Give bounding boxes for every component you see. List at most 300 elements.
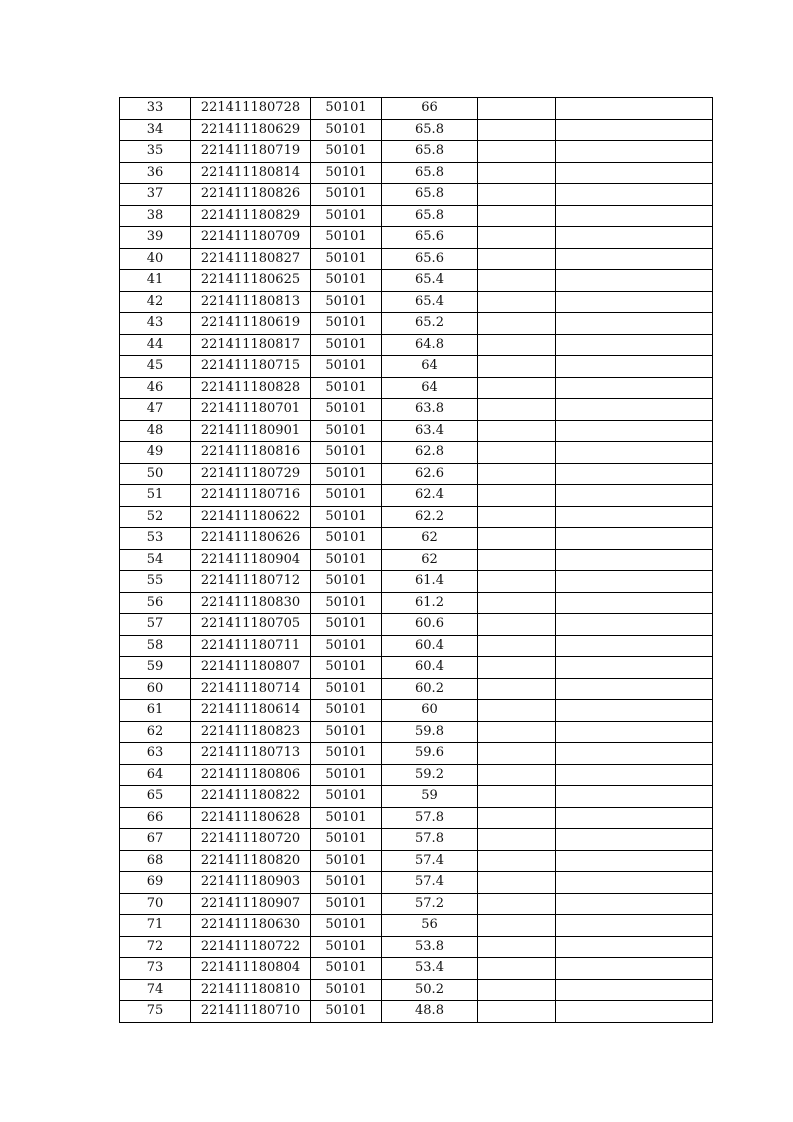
blank-cell-6 — [556, 979, 713, 1001]
row-number-cell: 41 — [120, 270, 191, 292]
blank-cell-6 — [556, 678, 713, 700]
blank-cell-5 — [478, 119, 556, 141]
blank-cell-5 — [478, 678, 556, 700]
position-code-cell: 50101 — [311, 592, 382, 614]
blank-cell-6 — [556, 399, 713, 421]
row-number-cell: 63 — [120, 743, 191, 765]
blank-cell-6 — [556, 958, 713, 980]
blank-cell-5 — [478, 635, 556, 657]
candidate-id-cell: 221411180903 — [191, 872, 311, 894]
table-row — [120, 872, 713, 894]
candidate-id-cell: 221411180728 — [191, 98, 311, 120]
row-number-cell: 48 — [120, 420, 191, 442]
blank-cell-5 — [478, 184, 556, 206]
candidate-id-cell: 221411180904 — [191, 549, 311, 571]
position-code-cell: 50101 — [311, 678, 382, 700]
table-row — [120, 270, 713, 292]
table-row — [120, 184, 713, 206]
score-cell: 50.2 — [382, 979, 478, 1001]
row-number-cell: 35 — [120, 141, 191, 163]
position-code-cell: 50101 — [311, 635, 382, 657]
blank-cell-5 — [478, 721, 556, 743]
score-cell: 65.6 — [382, 227, 478, 249]
row-number-cell: 47 — [120, 399, 191, 421]
blank-cell-6 — [556, 334, 713, 356]
row-number-cell: 39 — [120, 227, 191, 249]
row-number-cell: 74 — [120, 979, 191, 1001]
score-cell: 62.6 — [382, 463, 478, 485]
score-cell: 64 — [382, 377, 478, 399]
blank-cell-6 — [556, 377, 713, 399]
score-cell: 65.8 — [382, 119, 478, 141]
blank-cell-5 — [478, 979, 556, 1001]
table-row — [120, 635, 713, 657]
row-number-cell: 66 — [120, 807, 191, 829]
score-cell: 62.8 — [382, 442, 478, 464]
blank-cell-6 — [556, 463, 713, 485]
position-code-cell: 50101 — [311, 528, 382, 550]
candidate-id-cell: 221411180622 — [191, 506, 311, 528]
position-code-cell: 50101 — [311, 334, 382, 356]
score-cell: 57.4 — [382, 872, 478, 894]
candidate-id-cell: 221411180715 — [191, 356, 311, 378]
position-code-cell: 50101 — [311, 958, 382, 980]
score-cell: 62.4 — [382, 485, 478, 507]
table-row — [120, 162, 713, 184]
score-cell: 53.8 — [382, 936, 478, 958]
blank-cell-6 — [556, 227, 713, 249]
blank-cell-5 — [478, 915, 556, 937]
position-code-cell: 50101 — [311, 786, 382, 808]
row-number-cell: 59 — [120, 657, 191, 679]
candidate-id-cell: 221411180719 — [191, 141, 311, 163]
table-row — [120, 936, 713, 958]
table-row — [120, 592, 713, 614]
score-table-body — [120, 98, 713, 1023]
row-number-cell: 44 — [120, 334, 191, 356]
position-code-cell: 50101 — [311, 313, 382, 335]
blank-cell-5 — [478, 399, 556, 421]
table-row — [120, 141, 713, 163]
blank-cell-5 — [478, 571, 556, 593]
blank-cell-5 — [478, 205, 556, 227]
table-row — [120, 786, 713, 808]
blank-cell-5 — [478, 506, 556, 528]
candidate-id-cell: 221411180828 — [191, 377, 311, 399]
candidate-id-cell: 221411180716 — [191, 485, 311, 507]
candidate-id-cell: 221411180710 — [191, 1001, 311, 1023]
blank-cell-5 — [478, 227, 556, 249]
row-number-cell: 75 — [120, 1001, 191, 1023]
blank-cell-6 — [556, 614, 713, 636]
position-code-cell: 50101 — [311, 850, 382, 872]
score-cell: 63.4 — [382, 420, 478, 442]
blank-cell-5 — [478, 592, 556, 614]
score-cell: 60.6 — [382, 614, 478, 636]
candidate-id-cell: 221411180720 — [191, 829, 311, 851]
table-row — [120, 958, 713, 980]
blank-cell-5 — [478, 872, 556, 894]
score-cell: 60 — [382, 700, 478, 722]
candidate-id-cell: 221411180830 — [191, 592, 311, 614]
blank-cell-6 — [556, 635, 713, 657]
blank-cell-6 — [556, 764, 713, 786]
blank-cell-6 — [556, 743, 713, 765]
blank-cell-6 — [556, 119, 713, 141]
score-cell: 59.8 — [382, 721, 478, 743]
table-row — [120, 764, 713, 786]
row-number-cell: 50 — [120, 463, 191, 485]
blank-cell-6 — [556, 893, 713, 915]
row-number-cell: 55 — [120, 571, 191, 593]
row-number-cell: 67 — [120, 829, 191, 851]
position-code-cell: 50101 — [311, 614, 382, 636]
blank-cell-6 — [556, 205, 713, 227]
blank-cell-5 — [478, 1001, 556, 1023]
table-row — [120, 571, 713, 593]
candidate-id-cell: 221411180901 — [191, 420, 311, 442]
table-row — [120, 227, 713, 249]
blank-cell-5 — [478, 270, 556, 292]
score-cell: 65.8 — [382, 184, 478, 206]
blank-cell-6 — [556, 807, 713, 829]
position-code-cell: 50101 — [311, 936, 382, 958]
position-code-cell: 50101 — [311, 1001, 382, 1023]
position-code-cell: 50101 — [311, 700, 382, 722]
blank-cell-5 — [478, 442, 556, 464]
blank-cell-6 — [556, 184, 713, 206]
row-number-cell: 53 — [120, 528, 191, 550]
candidate-id-cell: 221411180701 — [191, 399, 311, 421]
blank-cell-6 — [556, 442, 713, 464]
candidate-id-cell: 221411180711 — [191, 635, 311, 657]
blank-cell-6 — [556, 356, 713, 378]
score-cell: 60.4 — [382, 657, 478, 679]
blank-cell-6 — [556, 571, 713, 593]
table-row — [120, 807, 713, 829]
candidate-id-cell: 221411180722 — [191, 936, 311, 958]
row-number-cell: 38 — [120, 205, 191, 227]
row-number-cell: 73 — [120, 958, 191, 980]
row-number-cell: 58 — [120, 635, 191, 657]
score-cell: 63.8 — [382, 399, 478, 421]
blank-cell-6 — [556, 270, 713, 292]
row-number-cell: 57 — [120, 614, 191, 636]
blank-cell-6 — [556, 1001, 713, 1023]
blank-cell-5 — [478, 528, 556, 550]
table-row — [120, 829, 713, 851]
score-cell: 61.2 — [382, 592, 478, 614]
blank-cell-5 — [478, 700, 556, 722]
table-row — [120, 399, 713, 421]
row-number-cell: 71 — [120, 915, 191, 937]
position-code-cell: 50101 — [311, 915, 382, 937]
blank-cell-5 — [478, 614, 556, 636]
candidate-id-cell: 221411180713 — [191, 743, 311, 765]
blank-cell-6 — [556, 506, 713, 528]
candidate-id-cell: 221411180823 — [191, 721, 311, 743]
table-row — [120, 850, 713, 872]
position-code-cell: 50101 — [311, 872, 382, 894]
table-row — [120, 549, 713, 571]
candidate-id-cell: 221411180806 — [191, 764, 311, 786]
table-row — [120, 657, 713, 679]
table-row — [120, 442, 713, 464]
position-code-cell: 50101 — [311, 743, 382, 765]
table-row — [120, 506, 713, 528]
blank-cell-5 — [478, 334, 556, 356]
position-code-cell: 50101 — [311, 98, 382, 120]
score-cell: 62 — [382, 549, 478, 571]
candidate-id-cell: 221411180712 — [191, 571, 311, 593]
row-number-cell: 51 — [120, 485, 191, 507]
blank-cell-6 — [556, 592, 713, 614]
score-cell: 65.8 — [382, 162, 478, 184]
position-code-cell: 50101 — [311, 506, 382, 528]
blank-cell-5 — [478, 356, 556, 378]
blank-cell-5 — [478, 141, 556, 163]
candidate-id-cell: 221411180822 — [191, 786, 311, 808]
score-cell: 65.6 — [382, 248, 478, 270]
candidate-id-cell: 221411180907 — [191, 893, 311, 915]
blank-cell-5 — [478, 743, 556, 765]
score-cell: 66 — [382, 98, 478, 120]
score-cell: 57.2 — [382, 893, 478, 915]
blank-cell-6 — [556, 141, 713, 163]
blank-cell-5 — [478, 420, 556, 442]
table-row — [120, 528, 713, 550]
candidate-id-cell: 221411180709 — [191, 227, 311, 249]
row-number-cell: 40 — [120, 248, 191, 270]
blank-cell-6 — [556, 549, 713, 571]
score-cell: 48.8 — [382, 1001, 478, 1023]
row-number-cell: 43 — [120, 313, 191, 335]
candidate-id-cell: 221411180629 — [191, 119, 311, 141]
table-row — [120, 377, 713, 399]
blank-cell-6 — [556, 721, 713, 743]
blank-cell-6 — [556, 248, 713, 270]
candidate-id-cell: 221411180626 — [191, 528, 311, 550]
blank-cell-6 — [556, 850, 713, 872]
candidate-id-cell: 221411180807 — [191, 657, 311, 679]
row-number-cell: 68 — [120, 850, 191, 872]
candidate-id-cell: 221411180804 — [191, 958, 311, 980]
score-table — [119, 97, 713, 1023]
position-code-cell: 50101 — [311, 979, 382, 1001]
row-number-cell: 52 — [120, 506, 191, 528]
table-row — [120, 678, 713, 700]
blank-cell-5 — [478, 958, 556, 980]
position-code-cell: 50101 — [311, 420, 382, 442]
candidate-id-cell: 221411180625 — [191, 270, 311, 292]
blank-cell-5 — [478, 850, 556, 872]
blank-cell-6 — [556, 872, 713, 894]
blank-cell-5 — [478, 764, 556, 786]
table-row — [120, 334, 713, 356]
row-number-cell: 60 — [120, 678, 191, 700]
blank-cell-5 — [478, 549, 556, 571]
candidate-id-cell: 221411180817 — [191, 334, 311, 356]
position-code-cell: 50101 — [311, 657, 382, 679]
score-cell: 65.8 — [382, 141, 478, 163]
blank-cell-6 — [556, 829, 713, 851]
blank-cell-5 — [478, 657, 556, 679]
table-row — [120, 485, 713, 507]
score-cell: 62.2 — [382, 506, 478, 528]
blank-cell-5 — [478, 485, 556, 507]
row-number-cell: 33 — [120, 98, 191, 120]
table-row — [120, 248, 713, 270]
score-cell: 64 — [382, 356, 478, 378]
position-code-cell: 50101 — [311, 549, 382, 571]
blank-cell-5 — [478, 807, 556, 829]
row-number-cell: 70 — [120, 893, 191, 915]
candidate-id-cell: 221411180814 — [191, 162, 311, 184]
candidate-id-cell: 221411180705 — [191, 614, 311, 636]
position-code-cell: 50101 — [311, 721, 382, 743]
row-number-cell: 36 — [120, 162, 191, 184]
blank-cell-5 — [478, 936, 556, 958]
position-code-cell: 50101 — [311, 829, 382, 851]
blank-cell-6 — [556, 786, 713, 808]
row-number-cell: 45 — [120, 356, 191, 378]
position-code-cell: 50101 — [311, 807, 382, 829]
row-number-cell: 46 — [120, 377, 191, 399]
blank-cell-5 — [478, 463, 556, 485]
position-code-cell: 50101 — [311, 119, 382, 141]
position-code-cell: 50101 — [311, 893, 382, 915]
score-cell: 65.4 — [382, 291, 478, 313]
blank-cell-5 — [478, 313, 556, 335]
score-cell: 65.2 — [382, 313, 478, 335]
blank-cell-5 — [478, 829, 556, 851]
blank-cell-6 — [556, 98, 713, 120]
table-row — [120, 98, 713, 120]
table-row — [120, 420, 713, 442]
position-code-cell: 50101 — [311, 442, 382, 464]
candidate-id-cell: 221411180826 — [191, 184, 311, 206]
candidate-id-cell: 221411180816 — [191, 442, 311, 464]
position-code-cell: 50101 — [311, 356, 382, 378]
score-cell: 60.4 — [382, 635, 478, 657]
score-cell: 57.8 — [382, 829, 478, 851]
table-row — [120, 614, 713, 636]
position-code-cell: 50101 — [311, 571, 382, 593]
row-number-cell: 64 — [120, 764, 191, 786]
table-row — [120, 119, 713, 141]
score-cell: 65.4 — [382, 270, 478, 292]
position-code-cell: 50101 — [311, 227, 382, 249]
score-cell: 57.8 — [382, 807, 478, 829]
row-number-cell: 49 — [120, 442, 191, 464]
position-code-cell: 50101 — [311, 205, 382, 227]
table-row — [120, 463, 713, 485]
candidate-id-cell: 221411180820 — [191, 850, 311, 872]
blank-cell-5 — [478, 893, 556, 915]
position-code-cell: 50101 — [311, 764, 382, 786]
score-cell: 61.4 — [382, 571, 478, 593]
score-cell: 60.2 — [382, 678, 478, 700]
position-code-cell: 50101 — [311, 399, 382, 421]
score-cell: 56 — [382, 915, 478, 937]
table-row — [120, 893, 713, 915]
candidate-id-cell: 221411180827 — [191, 248, 311, 270]
blank-cell-6 — [556, 162, 713, 184]
table-row — [120, 313, 713, 335]
score-cell: 53.4 — [382, 958, 478, 980]
row-number-cell: 65 — [120, 786, 191, 808]
blank-cell-6 — [556, 291, 713, 313]
score-cell: 57.4 — [382, 850, 478, 872]
blank-cell-5 — [478, 291, 556, 313]
table-row — [120, 915, 713, 937]
table-row — [120, 205, 713, 227]
blank-cell-5 — [478, 248, 556, 270]
position-code-cell: 50101 — [311, 485, 382, 507]
blank-cell-6 — [556, 915, 713, 937]
blank-cell-6 — [556, 657, 713, 679]
row-number-cell: 56 — [120, 592, 191, 614]
table-row — [120, 700, 713, 722]
position-code-cell: 50101 — [311, 463, 382, 485]
candidate-id-cell: 221411180829 — [191, 205, 311, 227]
score-cell: 59.2 — [382, 764, 478, 786]
candidate-id-cell: 221411180630 — [191, 915, 311, 937]
table-row — [120, 979, 713, 1001]
table-row — [120, 743, 713, 765]
position-code-cell: 50101 — [311, 291, 382, 313]
blank-cell-5 — [478, 98, 556, 120]
blank-cell-6 — [556, 936, 713, 958]
score-cell: 59 — [382, 786, 478, 808]
candidate-id-cell: 221411180813 — [191, 291, 311, 313]
score-cell: 64.8 — [382, 334, 478, 356]
row-number-cell: 34 — [120, 119, 191, 141]
row-number-cell: 69 — [120, 872, 191, 894]
table-row — [120, 356, 713, 378]
row-number-cell: 62 — [120, 721, 191, 743]
candidate-id-cell: 221411180628 — [191, 807, 311, 829]
blank-cell-6 — [556, 420, 713, 442]
position-code-cell: 50101 — [311, 184, 382, 206]
position-code-cell: 50101 — [311, 141, 382, 163]
score-cell: 65.8 — [382, 205, 478, 227]
blank-cell-5 — [478, 377, 556, 399]
table-row — [120, 721, 713, 743]
position-code-cell: 50101 — [311, 270, 382, 292]
candidate-id-cell: 221411180614 — [191, 700, 311, 722]
candidate-id-cell: 221411180729 — [191, 463, 311, 485]
position-code-cell: 50101 — [311, 248, 382, 270]
position-code-cell: 50101 — [311, 162, 382, 184]
blank-cell-6 — [556, 528, 713, 550]
candidate-id-cell: 221411180619 — [191, 313, 311, 335]
position-code-cell: 50101 — [311, 377, 382, 399]
table-row — [120, 1001, 713, 1023]
blank-cell-5 — [478, 786, 556, 808]
row-number-cell: 42 — [120, 291, 191, 313]
blank-cell-6 — [556, 700, 713, 722]
candidate-id-cell: 221411180714 — [191, 678, 311, 700]
row-number-cell: 61 — [120, 700, 191, 722]
score-cell: 59.6 — [382, 743, 478, 765]
blank-cell-5 — [478, 162, 556, 184]
blank-cell-6 — [556, 313, 713, 335]
blank-cell-6 — [556, 485, 713, 507]
score-cell: 62 — [382, 528, 478, 550]
row-number-cell: 72 — [120, 936, 191, 958]
candidate-id-cell: 221411180810 — [191, 979, 311, 1001]
